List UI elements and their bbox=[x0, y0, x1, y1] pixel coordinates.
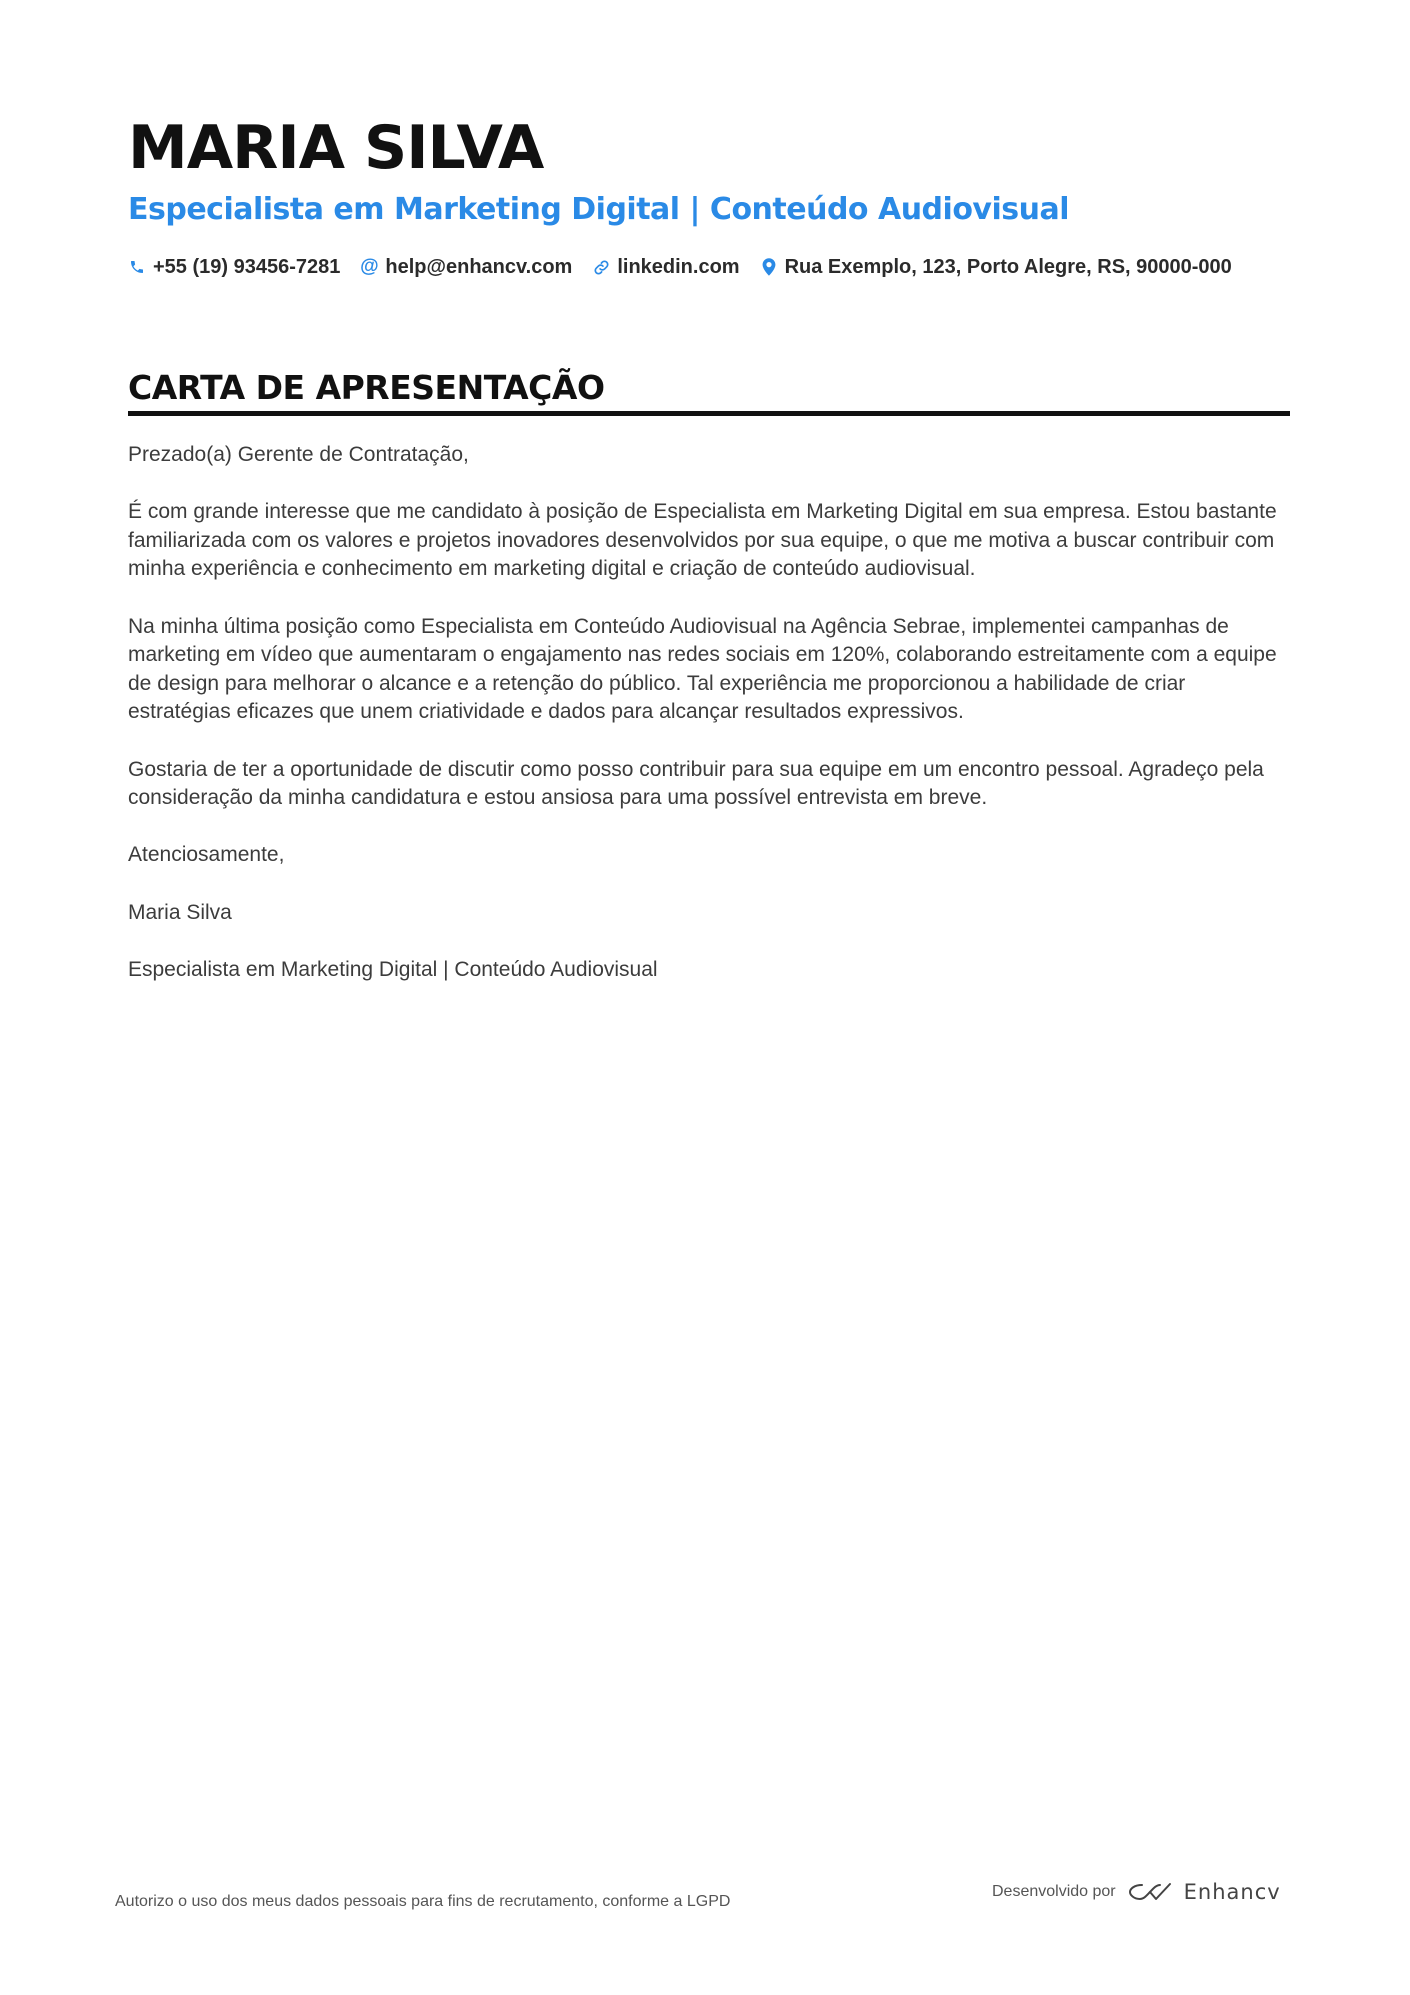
letter-closing: Atenciosamente, bbox=[128, 843, 285, 867]
letter-paragraph: Gostaria de ter a oportunidade de discutir como posso contribuir para sua equipe em um encontro pessoal. Agradeço pela consideração da minha candidatura e estou ansiosa para uma possível entrevista em breve. bbox=[128, 757, 1264, 810]
brand-name: Enhancv bbox=[1183, 1880, 1281, 1904]
phone-icon bbox=[128, 258, 146, 276]
contact-phone-text: +55 (19) 93456-7281 bbox=[153, 256, 341, 278]
footer-branding[interactable] bbox=[992, 1880, 1281, 1904]
contact-bar bbox=[128, 252, 1252, 282]
contact-address bbox=[760, 252, 1232, 282]
candidate-name: MARIA SILVA bbox=[128, 113, 544, 183]
letter-signature-title: Especialista em Marketing Digital | Conteúdo Audiovisual bbox=[128, 957, 658, 981]
letter-greeting: Prezado(a) Gerente de Contratação, bbox=[128, 443, 469, 466]
contact-phone[interactable] bbox=[128, 252, 340, 282]
powered-by-label: Desenvolvido por bbox=[992, 1883, 1116, 1900]
letter-body bbox=[128, 441, 1290, 1013]
location-pin-icon bbox=[760, 258, 778, 276]
link-icon bbox=[592, 258, 610, 276]
enhancv-logo-icon bbox=[1128, 1880, 1172, 1904]
letter-paragraph: Na minha última posição como Especialista em Conteúdo Audiovisual na Agência Sebrae, implementei campanhas de marketing em vídeo que aumentaram o engajamento nas redes sociais em 120%, colaborando estreitamente com a equipe de design para melhorar o alcance e a retenção do público. Tal experiência me proporcionou a habilidade de criar estratégias eficazes que unem criatividade e dados para alcançar resultados expressivos. bbox=[128, 614, 1277, 724]
letter-signature-name: Maria Silva bbox=[128, 900, 232, 924]
section-divider bbox=[128, 411, 1290, 416]
letter-paragraph: É com grande interesse que me candidato à posição de Especialista em Marketing Digital em sua empresa. Estou bastante familiarizada com os valores e projetos inovadores desenvolvidos por sua equipe, o que me motiva a buscar contribuir com minha experiência e conhecimento em marketing digital e criação de conteúdo audiovisual. bbox=[128, 500, 1277, 581]
contact-linkedin[interactable] bbox=[592, 252, 739, 282]
contact-email-text: help@enhancv.com bbox=[385, 256, 573, 278]
at-icon: @ bbox=[360, 256, 379, 277]
contact-email[interactable] bbox=[360, 252, 572, 282]
footer-consent: Autorizo o uso dos meus dados pessoais para fins de recrutamento, conforme a LGPD bbox=[115, 1893, 731, 1910]
contact-address-text: Rua Exemplo, 123, Porto Alegre, RS, 90000-000 bbox=[784, 256, 1232, 278]
section-title: CARTA DE APRESENTAÇÃO bbox=[128, 368, 605, 407]
candidate-title: Especialista em Marketing Digital | Conteúdo Audiovisual bbox=[128, 192, 1070, 227]
contact-linkedin-text: linkedin.com bbox=[617, 256, 740, 278]
